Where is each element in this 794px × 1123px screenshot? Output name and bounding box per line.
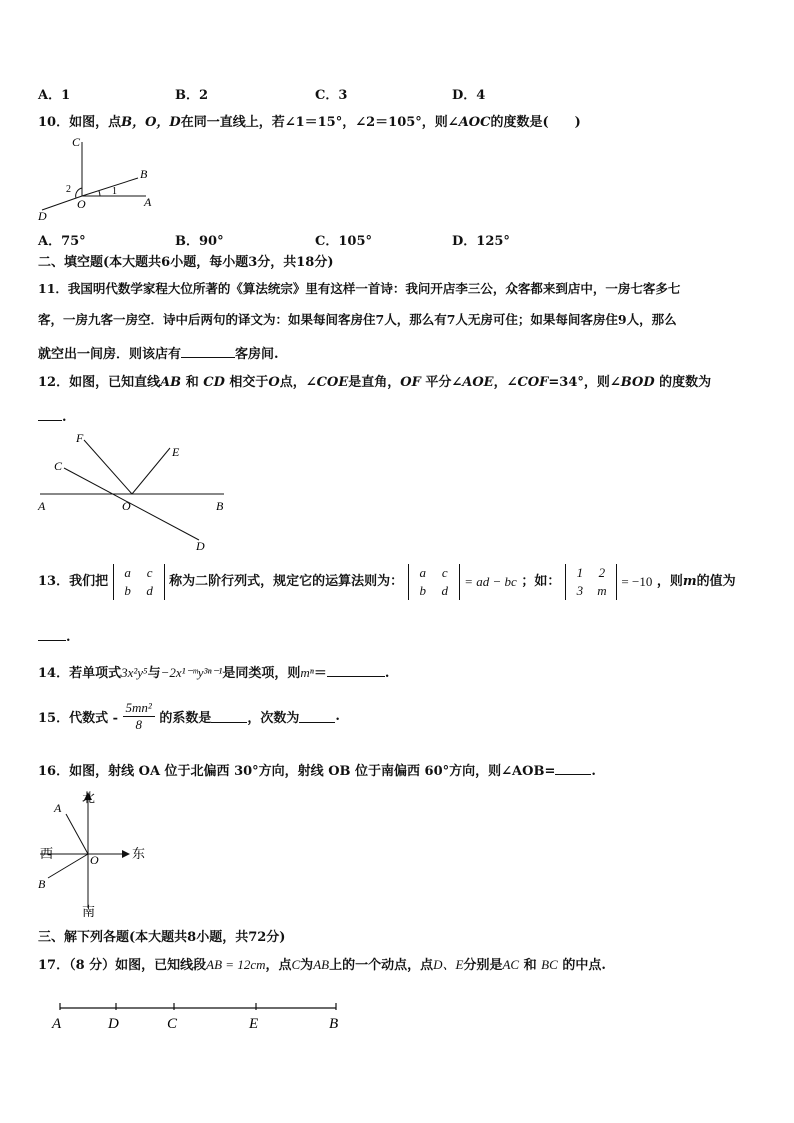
q16-label-north: 北 bbox=[82, 790, 96, 805]
q10-label-2: 2 bbox=[66, 184, 71, 195]
q12-label-a: A bbox=[38, 499, 46, 513]
q10-label-b: B bbox=[140, 167, 148, 181]
q11-line-3: 就空出一间房．则该店有 客房间. bbox=[38, 347, 279, 362]
q13-determinant-2: a c b d bbox=[408, 564, 460, 600]
q12-label-c: C bbox=[54, 459, 63, 473]
q17-label-b: B bbox=[329, 1016, 339, 1032]
q15-question: 15．代数式 - $\frac{\text{5mn²}}{8}$ 的系数是 ，次数为 . bbox=[38, 700, 340, 732]
q16-figure bbox=[36, 784, 156, 918]
q13-determinant-1: a c b d bbox=[113, 564, 165, 600]
q10-option-a: A．75° bbox=[38, 234, 86, 249]
q12-label-d: D bbox=[196, 539, 205, 553]
q12-label-b: B bbox=[216, 499, 224, 513]
q10-label-1: 1 bbox=[112, 186, 117, 197]
q16-label-south: 南 bbox=[82, 904, 96, 918]
q10-option-d: D．125° bbox=[452, 234, 510, 249]
q12-label-o: O bbox=[122, 499, 131, 513]
q12-label-f: F bbox=[76, 431, 84, 445]
q14-blank bbox=[327, 664, 385, 677]
q11-blank bbox=[181, 345, 235, 358]
q11-line-1: 11．我国明代数学家程大位所著的《算法统宗》里有这样一首诗：我问开店李三公，众客都来到店中，一房七客多七 bbox=[38, 281, 681, 296]
q9-option-a: A．1 bbox=[38, 88, 71, 103]
q16-blank bbox=[555, 762, 591, 775]
q17-label-e: E bbox=[249, 1016, 259, 1032]
q16-label-a: A bbox=[54, 801, 62, 815]
q10-label-a: A bbox=[144, 195, 152, 209]
q17-label-d: D bbox=[108, 1016, 119, 1032]
q10-label-d: D bbox=[38, 209, 47, 222]
q13-question: 13．我们把 a c b d 称为二阶行列式，规定它的运算法则为： a c b d = ad − bc ；如： 1 2 3 m = −10 ，则m的值为 bbox=[38, 565, 736, 598]
q11-line-2: 客，一房九客一房空．诗中后两句的译文为：如果每间客房住7人，那么有7人无房可住；如果每间客房住9人，那么 bbox=[38, 312, 677, 327]
q17-label-c: C bbox=[167, 1016, 178, 1032]
q10-figure bbox=[36, 134, 156, 222]
q14-question: 14．若单项式3x²y⁵与−2x¹⁻ᵐy³ⁿ⁻¹是同类项，则mⁿ＝ . bbox=[38, 665, 390, 681]
q10-label-c: C bbox=[72, 135, 81, 149]
q9-option-b: B．2 bbox=[175, 88, 209, 103]
q17-question: 17．（8 分）如图，已知线段AB = 12cm，点C为AB上的一个动点，点D、E分别是AC 和 BC 的中点. bbox=[38, 957, 606, 973]
q12-label-e: E bbox=[172, 445, 180, 459]
q9-option-c: C．3 bbox=[315, 88, 348, 103]
q10-question: 10．如图，点B，O，D在同一直线上，若∠1＝15°，∠2＝105°，则∠AOC的度数是( ) bbox=[38, 115, 581, 130]
q17-label-a: A bbox=[52, 1016, 62, 1032]
q16-label-b: B bbox=[38, 877, 46, 891]
q10-label-o: O bbox=[77, 197, 86, 211]
section-3-heading: 三、解下列各题(本大题共8小题，共72分) bbox=[38, 930, 286, 945]
q15-fraction: $\frac{\text{5mn²}}{8}$ bbox=[123, 700, 155, 733]
q10-option-c: C．105° bbox=[315, 234, 372, 249]
q15-blank-1 bbox=[211, 710, 247, 723]
q16-label-east: 东 bbox=[132, 846, 146, 861]
section-2-heading: 二、填空题(本大题共6小题，每小题3分，共18分) bbox=[38, 255, 334, 270]
q13-blank: . bbox=[38, 628, 71, 645]
q12-question: 12．如图，已知直线AB 和 CD 相交于O点，∠COE是直角，OF 平分∠AOE，∠COF=34°，则∠BOD 的度数为 bbox=[38, 375, 712, 390]
q17-segment-figure bbox=[44, 998, 354, 1038]
q16-label-o: O bbox=[90, 853, 99, 867]
q9-option-d: D．4 bbox=[452, 88, 486, 103]
q15-blank-2 bbox=[299, 710, 335, 723]
q12-figure bbox=[34, 428, 230, 554]
q13-determinant-3: 1 2 3 m bbox=[565, 564, 617, 600]
q12-blank: . bbox=[38, 408, 67, 425]
q16-question: 16．如图，射线 OA 位于北偏西 30°方向，射线 OB 位于南偏西 60°方向，则∠AOB= . bbox=[38, 764, 596, 779]
q10-option-b: B．90° bbox=[175, 234, 224, 249]
q16-label-west: 西 bbox=[40, 846, 54, 861]
